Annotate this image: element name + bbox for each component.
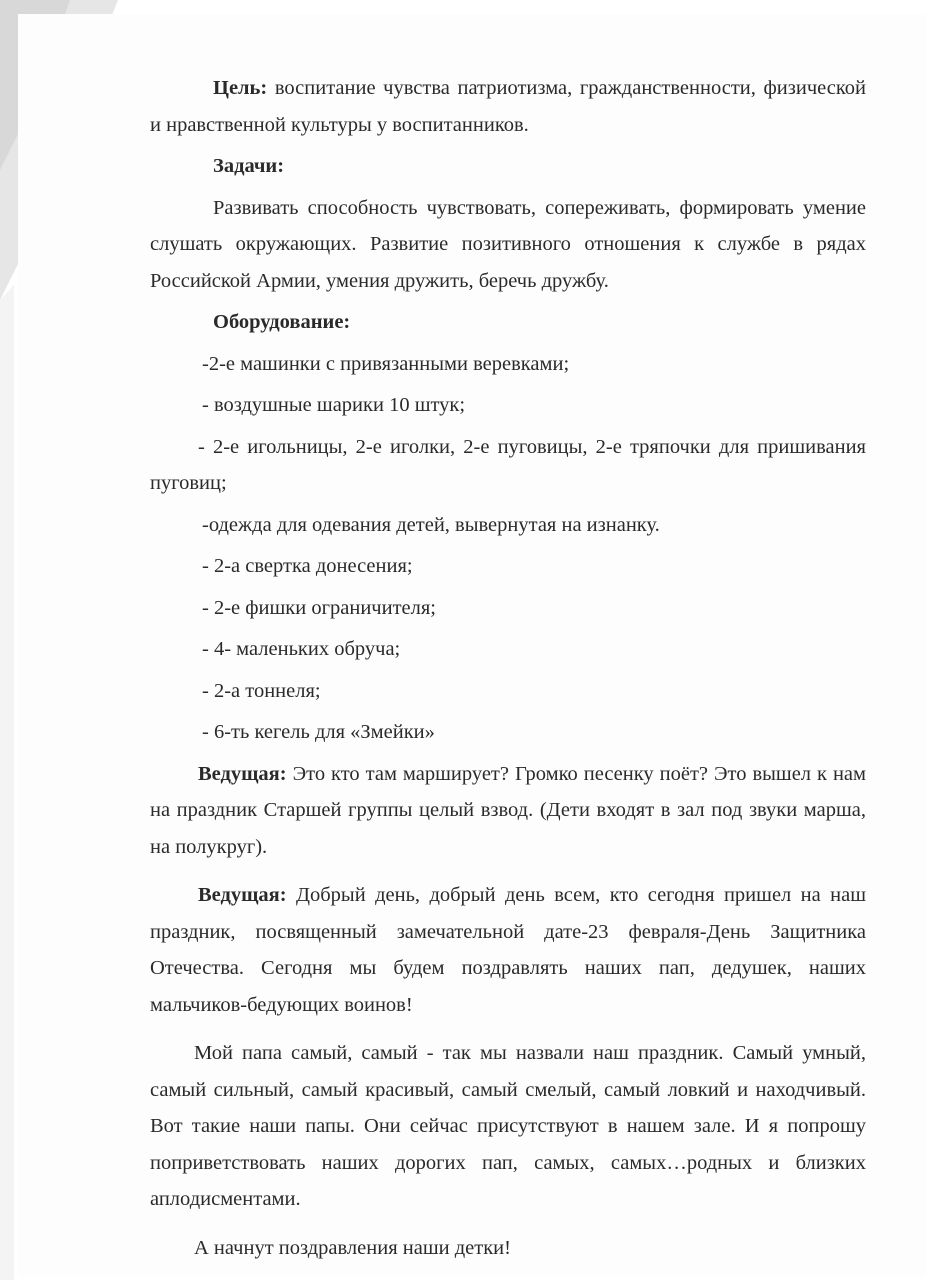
equipment-item: - 2-е игольницы, 2-е иголки, 2-е пуговицы, 2-е тряпочки для пришивания пуговиц; (150, 435, 866, 494)
goal-paragraph (150, 70, 866, 143)
speech-paragraph (150, 756, 866, 866)
goal-label: Цель: (213, 77, 268, 99)
equipment-item: - 6-ть кегель для «Змейки» (202, 721, 435, 743)
speaker-label: Ведущая: (198, 762, 287, 785)
equipment-item: - воздушные шарики 10 штук; (202, 394, 466, 416)
equipment-item: -2-е машинки с привязанными веревками; (202, 352, 570, 375)
equipment-heading: Оборудование: (213, 311, 351, 333)
goal-text: воспитание чувства патриотизма, гражданственности, физической и нравственной культуры у воспитанников. (150, 77, 866, 136)
speaker-label: Ведущая: (198, 884, 287, 906)
equipment-item: - 4- маленьких обруча; (202, 638, 401, 660)
equipment-item: - 2-а свертка донесения; (202, 555, 413, 577)
body-paragraph: А начнут поздравления наши детки! (194, 1236, 511, 1259)
speech-text: Добрый день, добрый день всем, кто сегодня пришел на наш праздник, посвященный замечательной дате-23 февраля-День Защитника Отечества. Сегодня мы будем поздравлять наших пап, дедушек, наших мальчиков-бедующих воинов! (150, 884, 866, 1016)
tasks-text: Развивать способность чувствовать, сопереживать, формировать умение слушать окружающих. Развитие позитивного отношения к службе в рядах Российской Армии, умения дружить, беречь дружбу. (150, 196, 866, 292)
tasks-heading: Задачи: (213, 155, 285, 177)
equipment-item: - 2-е фишки ограничителя; (202, 596, 436, 619)
document-text (150, 70, 866, 1266)
body-paragraph: Мой папа самый, самый - так мы назвали наш праздник. Самый умный, самый сильный, самый красивый, самый смелый, самый ловкий и находчивый. Вот такие наши папы. Они сейчас присутствуют в нашем зале. И я попрошу поприветствовать наших дорогих пап, самых, самых…родных и близких аплодисментами. (150, 1042, 866, 1210)
equipment-item: - 2-а тоннеля; (202, 679, 321, 702)
speech-paragraph (150, 877, 866, 1023)
speech-text: Это кто там марширует? Громко песенку поёт? Это вышел к нам на праздник Старшей группы целый взвод. (Дети входят в зал под звуки марша, на полукруг). (150, 762, 866, 858)
equipment-item: -одежда для одевания детей, вывернутая на изнанку. (202, 513, 660, 536)
